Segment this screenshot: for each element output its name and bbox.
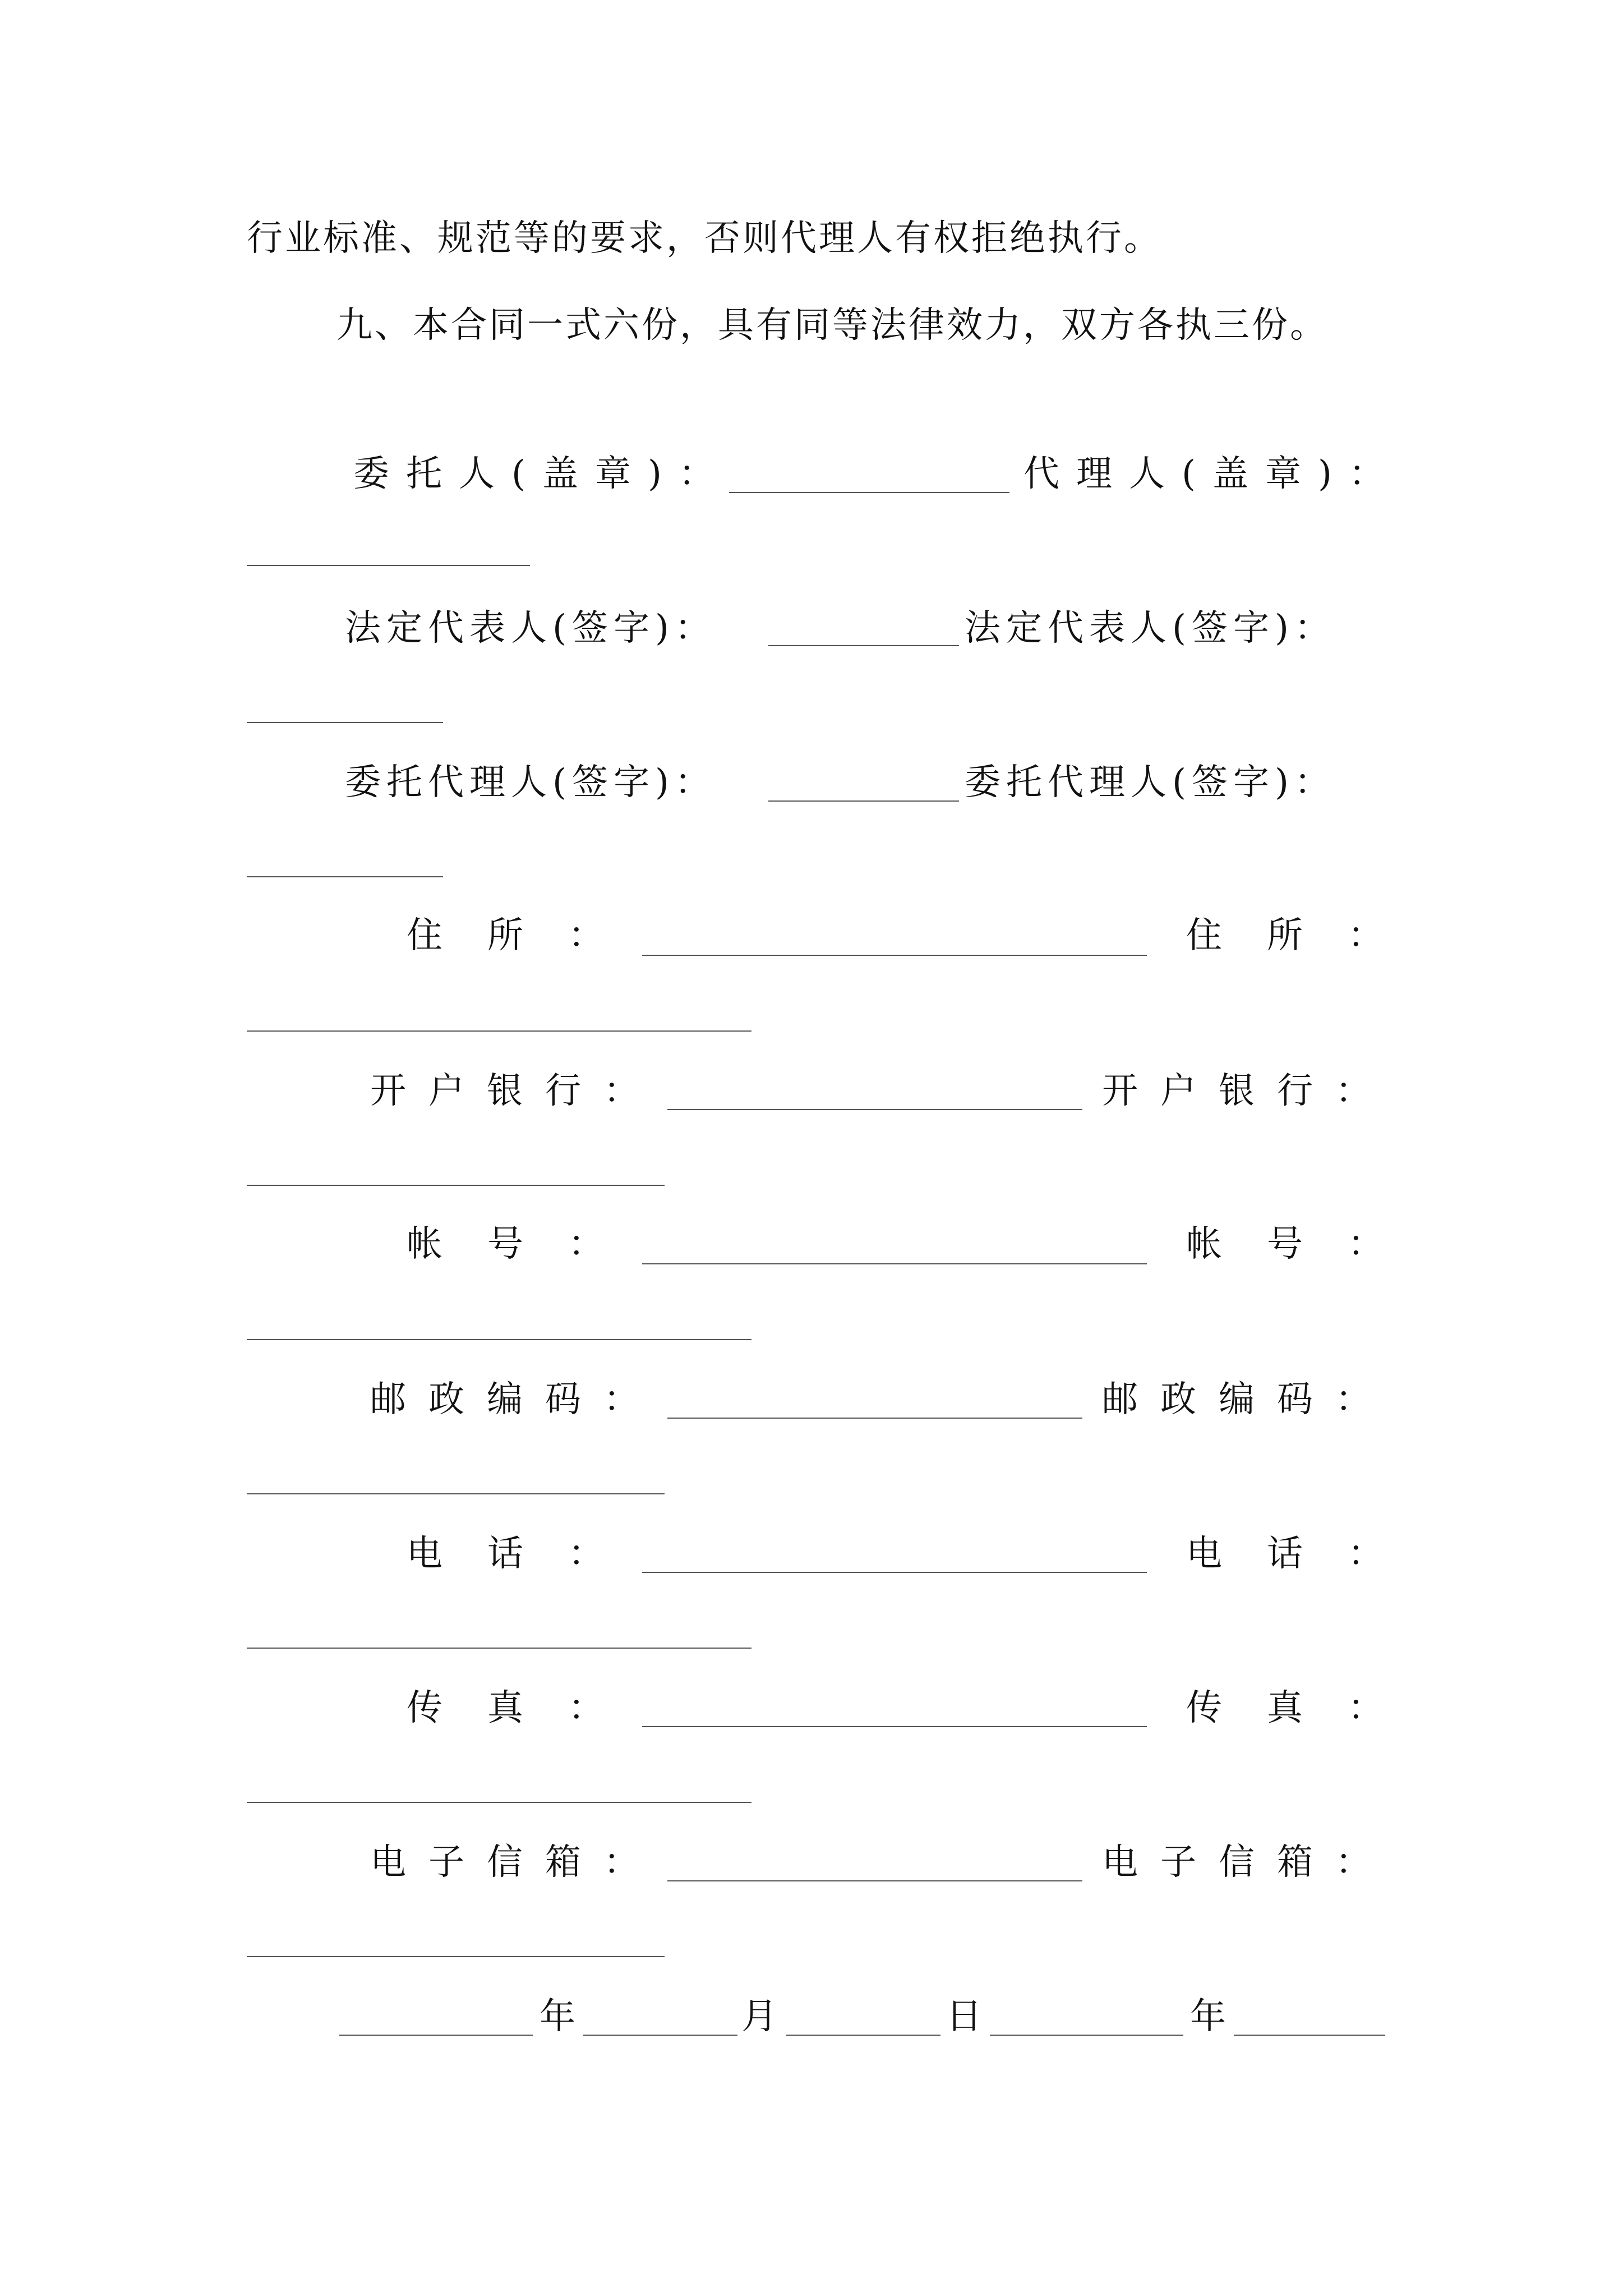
phone-right-line[interactable] xyxy=(247,1648,751,1649)
fax-right-label: 传真： xyxy=(1186,1687,1428,1729)
postcode-left-line[interactable] xyxy=(667,1418,1082,1419)
phone-right-label: 电话： xyxy=(1186,1533,1428,1575)
date-year2-line[interactable] xyxy=(990,2035,1183,2036)
postcode-right-label: 邮政编码： xyxy=(1102,1379,1394,1420)
email-right-label: 电子信箱： xyxy=(1102,1842,1394,1883)
proxy-left-label: 委托代理人(签字)： xyxy=(345,762,716,803)
date-month2-line[interactable] xyxy=(1234,2035,1385,2036)
proxy-right-line[interactable] xyxy=(247,876,443,877)
address-left-label: 住所： xyxy=(407,915,649,956)
fax-right-line[interactable] xyxy=(247,1802,751,1803)
email-left-line[interactable] xyxy=(667,1880,1082,1881)
account-left-label: 帐号： xyxy=(407,1223,649,1265)
date-month1-line[interactable] xyxy=(583,2035,737,2036)
legal-rep-right-label: 法定代表人(签字)： xyxy=(965,608,1336,649)
continuation-line: 行业标准、规范等的要求，否则代理人有权拒绝执行。 xyxy=(247,218,1162,259)
legal-rep-left-line[interactable] xyxy=(768,645,959,646)
date-day1-line[interactable] xyxy=(786,2035,940,2036)
phone-left-line[interactable] xyxy=(642,1572,1147,1573)
legal-rep-right-line[interactable] xyxy=(247,722,443,723)
proxy-right-label: 委托代理人(签字)： xyxy=(965,762,1336,803)
date-year1-line[interactable] xyxy=(339,2035,533,2036)
fax-left-label: 传真： xyxy=(407,1687,649,1729)
phone-left-label: 电话： xyxy=(407,1533,649,1575)
postcode-right-line[interactable] xyxy=(247,1493,665,1494)
account-left-line[interactable] xyxy=(642,1263,1147,1264)
bank-right-line[interactable] xyxy=(247,1185,665,1186)
date-year1-label: 年 xyxy=(540,1996,575,2037)
address-right-label: 住所： xyxy=(1186,915,1428,956)
email-left-label: 电子信箱： xyxy=(370,1842,662,1883)
legal-rep-left-label: 法定代表人(签字)： xyxy=(345,608,716,649)
date-month1-label: 月 xyxy=(741,1996,777,2037)
email-right-line[interactable] xyxy=(247,1956,665,1957)
clause-nine: 九、本合同一式六份，具有同等法律效力，双方各执三份。 xyxy=(336,305,1328,346)
account-right-line[interactable] xyxy=(247,1339,751,1340)
bank-left-label: 开户银行： xyxy=(370,1070,662,1112)
bank-right-label: 开户银行： xyxy=(1102,1070,1394,1112)
fax-left-line[interactable] xyxy=(642,1726,1147,1727)
date-day1-label: 日 xyxy=(946,1996,982,2037)
proxy-left-line[interactable] xyxy=(768,800,959,802)
address-right-line[interactable] xyxy=(247,1030,751,1032)
agent-seal-label: 代理人(盖章)： xyxy=(1023,453,1401,495)
principal-seal-label: 委托人(盖章)： xyxy=(353,453,731,495)
postcode-left-label: 邮政编码： xyxy=(370,1379,662,1420)
agent-seal-line[interactable] xyxy=(247,565,530,566)
account-right-label: 帐号： xyxy=(1186,1223,1428,1265)
address-left-line[interactable] xyxy=(642,955,1147,956)
date-year2-label: 年 xyxy=(1190,1996,1226,2037)
bank-left-line[interactable] xyxy=(667,1109,1082,1110)
principal-seal-line[interactable] xyxy=(729,492,1009,493)
